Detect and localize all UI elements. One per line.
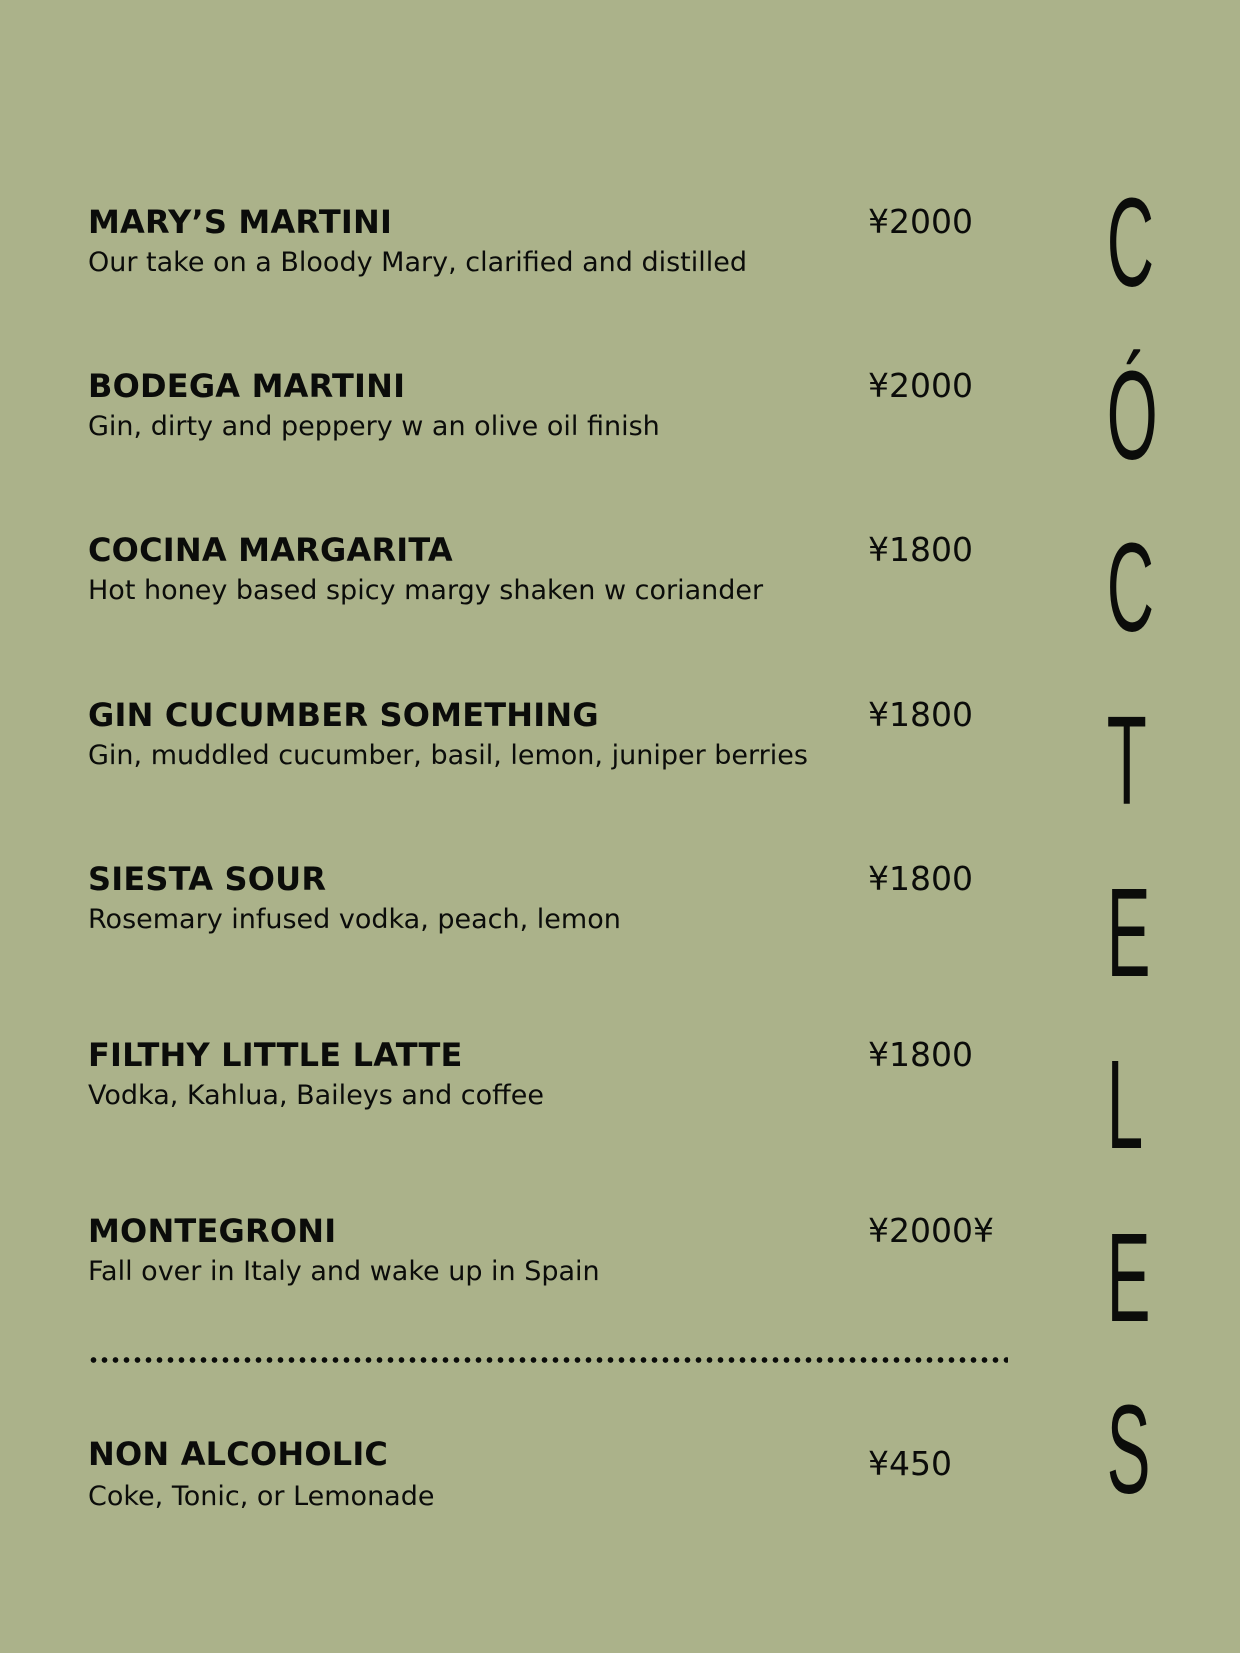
menu-item-cocina-margarita xyxy=(88,530,1018,620)
menu-item-description: Rosemary infused vodka, peach, lemon xyxy=(88,904,621,935)
title-letter: C xyxy=(1106,172,1155,313)
title-letter: T xyxy=(1106,690,1147,831)
menu-item-siesta-sour xyxy=(88,859,1018,949)
menu-item-marys-martini xyxy=(88,202,1018,292)
menu-item-price: ¥2000¥ xyxy=(868,1211,994,1250)
menu-item-price: ¥450 xyxy=(868,1444,952,1483)
title-letter: L xyxy=(1106,1034,1144,1175)
menu-item-name: MONTEGRONI xyxy=(88,1212,337,1250)
menu-item-name: FILTHY LITTLE LATTE xyxy=(88,1036,463,1074)
title-letter: E xyxy=(1106,1207,1151,1348)
menu-item-price: ¥1800 xyxy=(868,530,973,569)
title-letter: E xyxy=(1106,862,1151,1003)
menu-item-description: Gin, muddled cucumber, basil, lemon, juniper berries xyxy=(88,740,808,771)
menu-item-description: Gin, dirty and peppery w an olive oil finish xyxy=(88,411,660,442)
menu-item-montegroni xyxy=(88,1211,1018,1301)
menu-item-name: MARY’S MARTINI xyxy=(88,203,393,241)
title-letter: Ó xyxy=(1106,345,1158,486)
menu-item-price: ¥2000 xyxy=(868,366,973,405)
menu-item-price: ¥1800 xyxy=(868,1035,973,1074)
menu-item-description: Our take on a Bloody Mary, clarified and distilled xyxy=(88,247,747,278)
menu-item-non-alcoholic xyxy=(88,1434,1018,1524)
menu-item-gin-cucumber-something xyxy=(88,695,1018,785)
menu-item-bodega-martini xyxy=(88,366,1018,456)
menu-item-price: ¥1800 xyxy=(868,859,973,898)
title-letter: C xyxy=(1106,517,1155,658)
menu-item-filthy-little-latte xyxy=(88,1035,1018,1125)
menu-item-name: SIESTA SOUR xyxy=(88,860,327,898)
menu-item-description: Fall over in Italy and wake up in Spain xyxy=(88,1256,600,1287)
menu-item-description: Vodka, Kahlua, Baileys and coffee xyxy=(88,1080,544,1111)
menu-item-description: Coke, Tonic, or Lemonade xyxy=(88,1481,435,1512)
menu-item-price: ¥2000 xyxy=(868,202,973,241)
menu-item-name: GIN CUCUMBER SOMETHING xyxy=(88,696,599,734)
menu-item-name: BODEGA MARTINI xyxy=(88,367,406,405)
menu-item-name: COCINA MARGARITA xyxy=(88,531,453,569)
menu-item-name: NON ALCOHOLIC xyxy=(88,1435,389,1473)
menu-item-description: Hot honey based spicy margy shaken w coriander xyxy=(88,575,764,606)
menu-item-price: ¥1800 xyxy=(868,695,973,734)
dotted-divider xyxy=(88,1357,1008,1363)
title-letter: S xyxy=(1106,1379,1151,1520)
